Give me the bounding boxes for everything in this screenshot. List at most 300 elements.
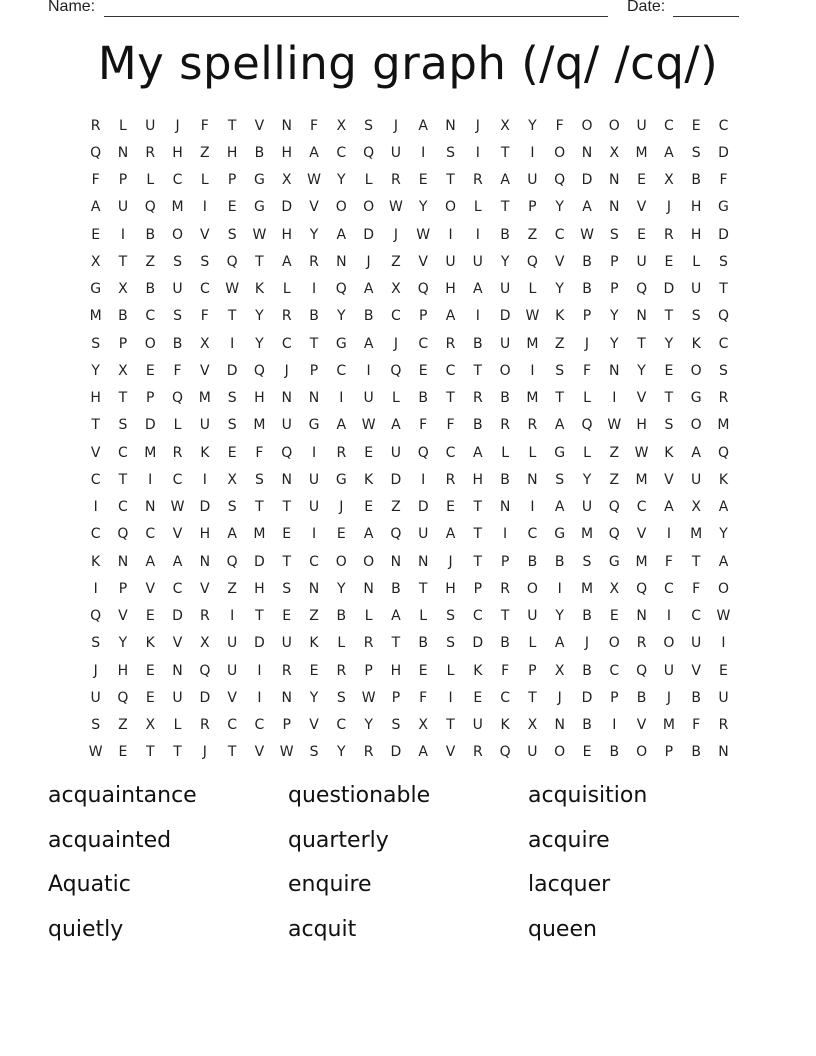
grid-letter: W [252, 226, 267, 243]
grid-letter: E [145, 689, 155, 706]
grid-letter: D [144, 417, 156, 434]
grid-letter: S [91, 635, 101, 652]
grid-letter: B [309, 308, 319, 325]
grid-letter: E [282, 608, 292, 625]
grid-letter: N [554, 717, 565, 734]
grid-letter: B [363, 308, 374, 325]
grid-letter: B [636, 689, 647, 706]
grid-letter: W [634, 444, 649, 461]
grid-letter: L [528, 281, 537, 298]
grid-letter: Y [637, 362, 646, 379]
grid-letter: I [448, 226, 453, 243]
grid-letter: M [635, 144, 648, 161]
grid-letter: D [417, 499, 429, 516]
date-label: Date: [627, 0, 666, 15]
grid-letter: N [609, 199, 620, 216]
grid-letter: U [636, 117, 647, 134]
grid-letter: B [254, 144, 265, 161]
grid-letter: B [145, 226, 156, 243]
grid-letter: U [281, 635, 292, 652]
grid-letter: B [582, 662, 592, 679]
grid-letter: T [473, 499, 483, 516]
grid-letter: R [281, 308, 292, 325]
grid-letter: L [528, 635, 537, 652]
grid-letter: Q [608, 499, 620, 516]
grid-letter: Q [144, 199, 156, 216]
grid-letter: A [336, 417, 347, 434]
grid-letter: Y [309, 689, 319, 706]
grid-letter: T [473, 553, 483, 570]
grid-letter: N [636, 308, 647, 325]
grid-letter: D [718, 144, 729, 161]
grid-letter: U [117, 199, 129, 216]
grid-letter: G [254, 199, 265, 216]
grid-letter: O [690, 362, 702, 379]
grid-letter: W [716, 608, 731, 625]
grid-letter: G [335, 471, 347, 488]
grid-letter: P [391, 689, 401, 706]
grid-letter: R [472, 744, 483, 761]
grid-letter: O [335, 199, 347, 216]
grid-letter: P [473, 580, 483, 597]
grid-letter: N [145, 499, 156, 516]
grid-letter: N [445, 117, 456, 134]
grid-letter: M [690, 526, 703, 543]
grid-letter: U [390, 444, 402, 461]
grid-letter: Q [335, 281, 347, 298]
grid-letter: A [363, 281, 374, 298]
grid-letter: L [173, 417, 182, 434]
grid-letter: Y [337, 172, 346, 189]
grid-letter: T [500, 199, 510, 216]
grid-letter: V [445, 744, 456, 761]
word-list-item: quietly [48, 916, 124, 942]
grid-letter: S [91, 717, 101, 734]
grid-letter: S [364, 117, 374, 134]
grid-letter: B [500, 635, 510, 652]
grid-letter: E [227, 444, 237, 461]
grid-letter: V [200, 580, 210, 597]
grid-letter: V [691, 662, 701, 679]
grid-letter: B [500, 390, 510, 407]
grid-letter: J [93, 662, 98, 679]
grid-letter: X [145, 717, 156, 734]
grid-letter: G [718, 199, 729, 216]
grid-letter: U [527, 608, 538, 625]
grid-letter: Y [337, 308, 346, 325]
grid-letter: J [339, 499, 344, 516]
grid-letter: V [309, 199, 319, 216]
grid-letter: C [691, 608, 702, 625]
grid-letter: T [500, 608, 510, 625]
grid-letter: C [145, 526, 156, 543]
grid-letter: Y [719, 526, 728, 543]
grid-letter: W [279, 744, 294, 761]
grid-letter: C [500, 689, 510, 706]
grid-letter: C [199, 281, 210, 298]
grid-letter: V [90, 444, 101, 461]
grid-letter: Y [337, 580, 346, 597]
grid-letter: A [691, 444, 701, 461]
grid-letter: C [309, 553, 319, 570]
grid-letter: C [118, 499, 128, 516]
grid-letter: V [172, 635, 183, 652]
grid-letter: D [254, 635, 265, 652]
grid-letter: I [311, 281, 317, 298]
grid-letter: W [607, 417, 622, 434]
grid-letter: R [309, 253, 319, 270]
grid-letter: Q [226, 553, 238, 570]
grid-letter: U [663, 662, 674, 679]
grid-letter: O [526, 580, 538, 597]
grid-letter: H [90, 390, 101, 407]
grid-letter: L [692, 253, 701, 270]
grid-letter: N [117, 553, 129, 570]
grid-letter: Y [555, 608, 564, 625]
grid-letter: R [363, 744, 374, 761]
grid-letter: X [200, 335, 210, 352]
grid-letter: G [254, 172, 265, 189]
grid-letter: S [227, 499, 237, 516]
grid-letter: E [364, 444, 374, 461]
grid-letter: T [282, 553, 291, 570]
grid-letter: S [691, 144, 701, 161]
grid-letter: U [199, 417, 210, 434]
grid-letter: V [200, 226, 210, 243]
grid-letter: Q [581, 417, 593, 434]
grid-letter: A [227, 526, 237, 543]
grid-letter: D [581, 172, 593, 189]
grid-letter: V [227, 689, 237, 706]
grid-letter: R [199, 717, 210, 734]
grid-letter: V [418, 253, 428, 270]
grid-letter: L [528, 444, 537, 461]
grid-letter: V [254, 744, 265, 761]
grid-letter: R [664, 226, 674, 243]
grid-letter: I [530, 144, 535, 161]
grid-letter: A [582, 199, 592, 216]
grid-letter: F [419, 417, 428, 434]
grid-letter: U [718, 689, 729, 706]
grid-letter: C [281, 335, 292, 352]
grid-letter: S [719, 253, 728, 270]
grid-letter: T [118, 471, 128, 488]
grid-letter: T [418, 580, 428, 597]
grid-letter: Z [391, 499, 401, 516]
grid-letter: P [528, 199, 537, 216]
grid-letter: I [721, 635, 726, 652]
grid-letter: A [473, 281, 483, 298]
grid-letter: I [666, 608, 671, 625]
word-list-item: acquire [528, 827, 610, 853]
grid-letter: J [393, 226, 398, 243]
grid-letter: T [719, 281, 728, 298]
grid-letter: F [582, 362, 592, 379]
grid-letter: X [336, 117, 347, 134]
grid-letter: E [582, 744, 592, 761]
grid-letter: G [90, 281, 102, 298]
grid-letter: Z [609, 444, 620, 461]
grid-letter: J [366, 253, 371, 270]
grid-letter: U [281, 417, 292, 434]
grid-letter: A [500, 172, 510, 189]
grid-letter: D [499, 308, 511, 325]
grid-letter: E [227, 199, 237, 216]
grid-letter: B [473, 335, 483, 352]
grid-letter: Z [118, 717, 128, 734]
grid-letter: Q [253, 362, 265, 379]
grid-letter: R [472, 390, 483, 407]
grid-letter: G [335, 335, 347, 352]
grid-letter: M [253, 526, 266, 543]
grid-letter: L [419, 608, 428, 625]
grid-letter: P [118, 335, 128, 352]
grid-letter: X [664, 172, 674, 189]
grid-letter: A [718, 553, 729, 570]
grid-letter: E [309, 662, 319, 679]
grid-letter: B [554, 553, 565, 570]
grid-letter: Z [609, 471, 620, 488]
grid-letter: Q [117, 689, 129, 706]
grid-letter: K [691, 335, 701, 352]
grid-letter: N [527, 471, 538, 488]
grid-letter: M [580, 580, 594, 597]
page-title: My spelling graph (/q/ /cq/) [97, 37, 719, 90]
grid-letter: U [227, 662, 238, 679]
grid-letter: E [91, 226, 101, 243]
grid-letter: E [336, 526, 346, 543]
grid-letter: I [230, 335, 235, 352]
grid-letter: T [446, 390, 455, 407]
grid-letter: T [145, 744, 155, 761]
grid-letter: K [145, 635, 155, 652]
grid-letter: R [445, 471, 456, 488]
grid-letter: L [119, 117, 127, 134]
grid-letter: R [363, 635, 374, 652]
grid-letter: Q [636, 281, 648, 298]
grid-letter: T [227, 117, 237, 134]
grid-letter: S [664, 417, 674, 434]
grid-letter: A [309, 144, 319, 161]
grid-letter: D [581, 689, 593, 706]
grid-letter: R [718, 717, 729, 734]
grid-letter: H [281, 226, 292, 243]
grid-letter: Q [636, 580, 648, 597]
grid-letter: R [90, 117, 101, 134]
grid-letter: S [609, 226, 619, 243]
grid-letter: I [448, 689, 453, 706]
grid-letter: S [227, 390, 237, 407]
grid-letter: F [173, 362, 182, 379]
grid-letter: M [144, 444, 157, 461]
grid-letter: P [146, 390, 155, 407]
grid-letter: V [636, 199, 647, 216]
grid-letter: O [717, 580, 729, 597]
grid-letter: C [118, 444, 128, 461]
grid-letter: A [145, 553, 156, 570]
grid-letter: B [500, 471, 510, 488]
grid-letter: J [584, 635, 590, 652]
grid-letter: A [363, 335, 374, 352]
grid-letter: H [199, 526, 211, 543]
grid-letter: M [580, 526, 594, 543]
grid-letter: F [309, 117, 319, 134]
grid-letter: A [336, 226, 347, 243]
name-blank-line [104, 16, 608, 17]
grid-letter: Z [527, 226, 538, 243]
grid-letter: P [227, 172, 237, 189]
grid-letter: Q [608, 526, 620, 543]
grid-letter: Q [717, 308, 729, 325]
grid-letter: A [391, 417, 401, 434]
grid-letter: W [580, 226, 594, 243]
grid-letter: C [336, 144, 347, 161]
grid-letter: D [390, 744, 402, 761]
grid-letter: T [664, 308, 674, 325]
grid-letter: X [281, 172, 292, 189]
grid-letter: H [226, 144, 238, 161]
grid-letter: U [691, 281, 702, 298]
grid-letter: R [500, 417, 510, 434]
grid-letter: S [227, 417, 237, 434]
name-label: Name: [48, 0, 96, 15]
grid-letter: B [609, 744, 620, 761]
grid-letter: C [90, 526, 101, 543]
grid-letter: X [118, 362, 128, 379]
grid-letter: T [255, 253, 264, 270]
grid-letter: O [144, 335, 156, 352]
grid-letter: W [416, 226, 431, 243]
grid-letter: I [311, 526, 317, 543]
grid-letter: I [503, 526, 508, 543]
grid-letter: R [199, 608, 210, 625]
grid-letter: C [663, 117, 674, 134]
grid-letter: C [90, 471, 101, 488]
grid-letter: R [281, 662, 292, 679]
grid-letter: H [636, 417, 647, 434]
grid-letter: J [202, 744, 207, 761]
grid-letter: J [393, 335, 398, 352]
grid-letter: V [145, 580, 156, 597]
grid-letter: C [445, 444, 456, 461]
grid-letter: C [418, 335, 429, 352]
grid-letter: X [90, 253, 101, 270]
grid-letter: F [91, 172, 100, 189]
grid-letter: I [93, 580, 98, 597]
grid-letter: N [417, 553, 429, 570]
grid-letter: I [530, 499, 535, 516]
grid-letter: E [282, 526, 292, 543]
grid-letter: C [336, 717, 347, 734]
grid-letter: O [172, 226, 184, 243]
grid-letter: U [499, 281, 511, 298]
grid-letter: Q [172, 390, 184, 407]
grid-letter: E [473, 689, 483, 706]
grid-letter: N [308, 390, 320, 407]
grid-letter: N [281, 390, 292, 407]
grid-letter: K [500, 717, 510, 734]
grid-letter: L [583, 390, 591, 407]
grid-letter: X [609, 144, 620, 161]
grid-letter: K [309, 635, 319, 652]
grid-letter: T [500, 144, 510, 161]
grid-letter: C [554, 226, 565, 243]
grid-letter: X [418, 717, 428, 734]
grid-letter: N [363, 580, 374, 597]
grid-letter: Y [610, 335, 619, 352]
grid-letter: E [118, 744, 128, 761]
grid-letter: X [554, 662, 565, 679]
grid-letter: I [612, 390, 617, 407]
grid-letter: G [554, 444, 566, 461]
grid-letter: P [610, 281, 619, 298]
grid-letter: U [691, 471, 702, 488]
grid-letter: J [475, 117, 480, 134]
grid-letter: C [472, 608, 483, 625]
grid-letter: A [391, 608, 401, 625]
grid-letter: U [172, 281, 183, 298]
grid-letter: G [690, 390, 702, 407]
grid-letter: G [308, 417, 320, 434]
grid-letter: E [719, 662, 728, 679]
grid-letter: S [446, 608, 455, 625]
grid-letter: N [609, 172, 620, 189]
grid-letter: I [202, 471, 207, 488]
grid-letter: Y [118, 635, 128, 652]
grid-letter: S [446, 635, 455, 652]
grid-letter: E [418, 172, 428, 189]
grid-letter: K [555, 308, 565, 325]
grid-letter: Z [309, 608, 319, 625]
grid-letter: S [118, 417, 128, 434]
grid-letter: D [663, 281, 675, 298]
grid-letter: C [636, 499, 647, 516]
grid-letter: E [637, 226, 647, 243]
grid-letter: F [692, 717, 701, 734]
grid-letter: C [172, 172, 183, 189]
grid-letter: L [473, 199, 482, 216]
grid-letter: Q [636, 662, 648, 679]
grid-letter: Q [526, 253, 538, 270]
word-list-item: Aquatic [48, 872, 131, 897]
grid-letter: K [473, 662, 483, 679]
grid-letter: H [254, 390, 265, 407]
grid-letter: E [145, 662, 155, 679]
grid-letter: Q [90, 144, 102, 161]
grid-letter: Q [554, 172, 566, 189]
grid-letter: S [227, 226, 237, 243]
grid-letter: X [118, 281, 128, 298]
word-list-item: lacquer [528, 872, 611, 897]
grid-letter: U [363, 390, 374, 407]
grid-letter: M [89, 308, 102, 325]
grid-letter: E [145, 362, 155, 379]
grid-letter: O [663, 635, 675, 652]
word-list-item: quarterly [288, 827, 389, 853]
grid-letter: Y [528, 117, 537, 134]
grid-letter: U [308, 499, 320, 516]
grid-letter: V [172, 526, 183, 543]
grid-letter: M [717, 417, 730, 434]
grid-letter: X [200, 635, 210, 652]
grid-letter: H [472, 471, 484, 488]
grid-letter: P [309, 362, 319, 379]
grid-letter: E [637, 172, 647, 189]
grid-letter: O [499, 362, 511, 379]
grid-letter: Y [418, 199, 428, 216]
grid-letter: B [527, 553, 538, 570]
grid-letter: H [445, 580, 456, 597]
